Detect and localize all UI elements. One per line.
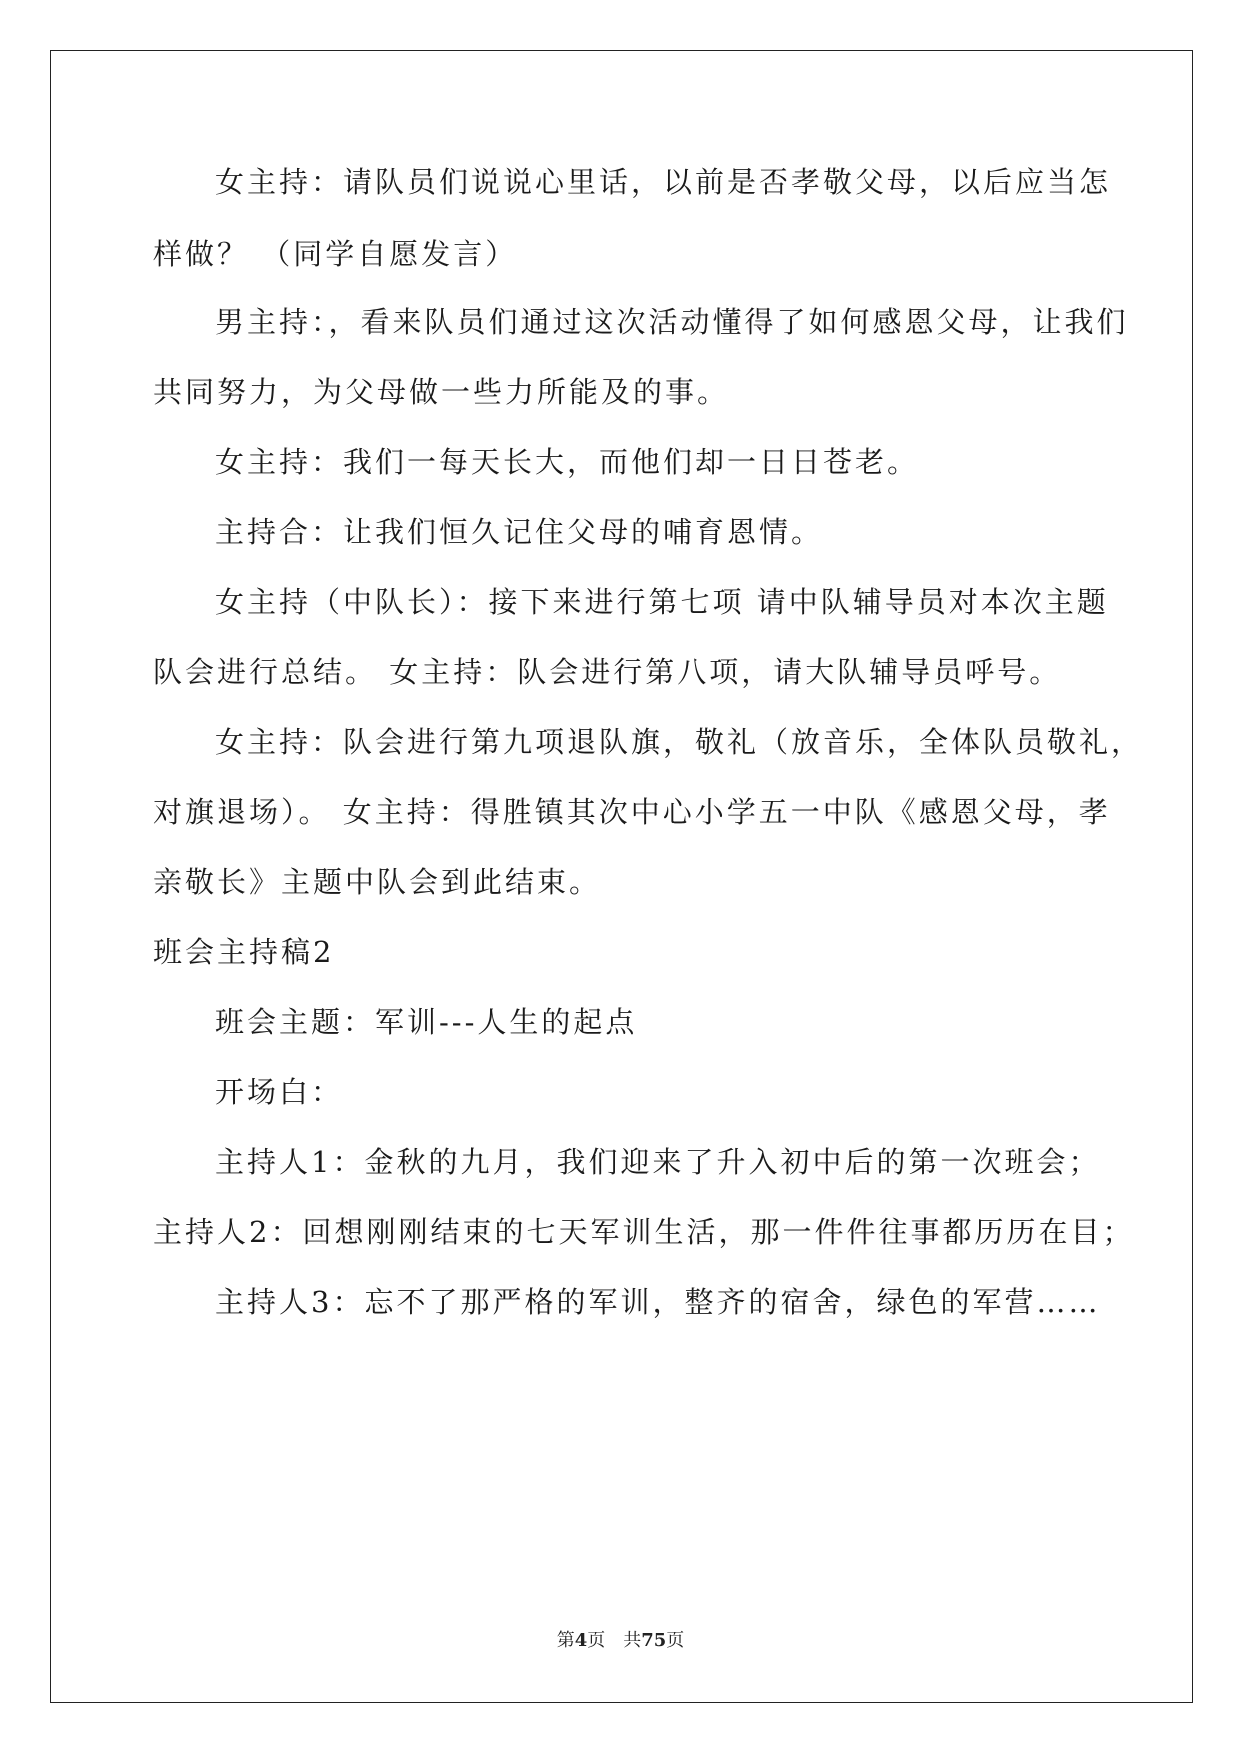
text-line: 样做？ （同学自愿发言） [153,237,518,271]
text-line: 主持人1：金秋的九月，我们迎来了升入初中后的第一次班会； [215,1145,1101,1179]
text-line: 开场白： [215,1075,344,1109]
text-line: 女主持：请队员们说说心里话，以前是否孝敬父母，以后应当怎 [215,165,1112,199]
text-line: 男主持：，看来队员们通过这次活动懂得了如何感恩父母，让我们 [215,305,1129,339]
text-line: 班会主题：军训---人生的起点 [215,1005,638,1039]
current-page-number: 4 [574,1630,588,1651]
text-line: 亲敬长》主题中队会到此结束。 [153,865,602,899]
text-line: 队会进行总结。 女主持：队会进行第八项，请大队辅导员呼号。 [153,655,1062,689]
text-line: 女主持：我们一每天长大，而他们却一日日苍老。 [215,445,920,479]
footer-suffix: 页 [666,1630,685,1651]
total-pages-number: 75 [641,1630,667,1651]
text-line: 女主持：队会进行第九项退队旗，敬礼（放音乐，全体队员敬礼， [215,725,1144,759]
section-heading: 班会主持稿2 [153,935,335,969]
page-footer [0,1626,1241,1652]
footer-prefix: 第 [556,1630,575,1651]
text-line: 主持人3：忘不了那严格的军训，整齐的宿舍，绿色的军营…… [215,1285,1101,1319]
text-line: 对旗退场）。 女主持：得胜镇其次中心小学五一中队《感恩父母，孝 [153,795,1111,829]
text-line: 主持合：让我们恒久记住父母的哺育恩情。 [215,515,824,549]
text-line: 女主持（中队长）：接下来进行第七项 请中队辅导员对本次主题 [215,585,1109,619]
text-line: 主持人2：回想刚刚结束的七天军训生活，那一件件往事都历历在目； [153,1215,1135,1249]
text-line: 共同努力，为父母做一些力所能及的事。 [153,375,730,409]
footer-mid: 页 共 [587,1630,642,1651]
